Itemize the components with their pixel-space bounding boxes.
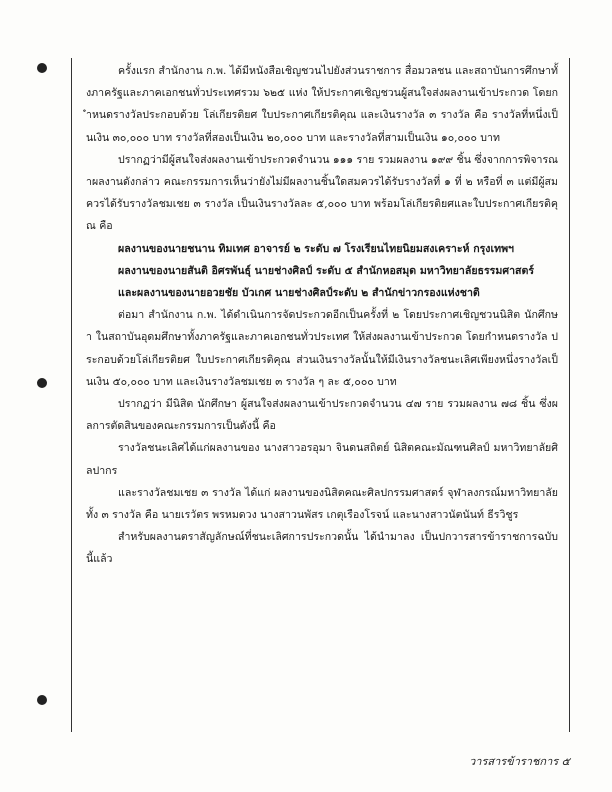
document-body xyxy=(86,60,558,571)
paragraph-closing: สำหรับผลงานตราสัญลักษณ์ที่ชนะเลิศการประกวดนั้น ได้นำมาลง เป็นปกวารสารข้าราชการฉบับนี้แล้ว xyxy=(86,531,558,566)
paragraph-second-results: ปรากฏว่า มีนิสิต นักศึกษา ผู้สนใจส่งผลงานเข้าประกวดจำนวน ๔๗ ราย รวมผลงาน ๗๘ ชิ้น ซึ่งผลการตัดสินของคณะกรรมการเป็นดังนี้ คือ xyxy=(86,398,558,433)
paragraph-second-contest: ต่อมา สำนักงาน ก.พ. ได้ดำเนินการจัดประกวดอีกเป็นครั้งที่ ๒ โดยประกาศเชิญชวนนิสิต นักศึกษา ในสถาบันอุดมศึกษาทั้งภาครัฐและภาคเอกชนทั่วประเทศ ให้ส่งผลงานเข้าประกวด โดยกำหนดรางวัล ประกอบด้วยโล่เกียรติยศ ใบประกาศเกียรติคุณ ส่วนเงินรางวัลนั้นให้มีเงินรางวัลชนะเลิศเพียงหนึ่งรางวัลเป็นเงิน ๕๐,๐๐๐ บาท และเงินรางวัลชมเชย ๓ รางวัล ๆ ละ ๕,๐๐๐ บาท xyxy=(86,309,558,388)
paragraph-winner-1: ผลงานของนายชนาน ทิมเทศ อาจารย์ ๒ ระดับ ๗ โรงเรียนไทยนิยมสงเคราะห์ กรุงเทพฯ xyxy=(118,242,515,255)
binder-hole-top xyxy=(37,63,47,73)
binder-hole-middle xyxy=(37,378,47,388)
paragraph-first-results: ปรากฏว่ามีผู้สนใจส่งผลงานเข้าประกวดจำนวน ๑๑๑ ราย รวมผลงาน ๑๙๙ ชิ้น ซึ่งจากการพิจารณาผลงานดังกล่าว คณะกรรมการเห็นว่ายังไม่มีผลงานชิ้นใดสมควรได้รับรางวัลที่ ๑ ที่ ๒ หรือที่ ๓ แต่มีผู้สมควรได้รับรางวัลชมเชย ๓ รางวัล เป็นเงินรางวัลละ ๕,๐๐๐ บาท พร้อมโล่เกียรติยศและใบประกาศเกียรติคุณ คือ xyxy=(86,153,558,233)
paragraph-winner-2: ผลงานของนายสันติ อิศรพันธุ์ นายช่างศิลป์ ระดับ ๕ สำนักหอสมุด มหาวิทยาลัยธรรมศาสตร์ xyxy=(118,264,535,277)
page-footer: วารสารข้าราชการ ๕ xyxy=(469,755,570,768)
paragraph-honorable-mentions: และรางวัลชมเชย ๓ รางวัล ได้แก่ ผลงานของนิสิตคณะศิลปกรรมศาสตร์ จุฬาลงกรณ์มหาวิทยาลัย ทั้ง ๓ รางวัล คือ นายเรวัตร พรหมดวง นางสาวนพัสร เกตุเรืองโรจน์ และนางสาวนัตนันท์ ธีรวิชูร xyxy=(86,486,558,522)
paragraph-first-contest: ครั้งแรก สำนักงาน ก.พ. ได้มีหนังสือเชิญชวนไปยังส่วนราชการ สื่อมวลชน และสถาบันการศึกษาทั้งภาครัฐและภาคเอกชนทั่วประเทศรวม ๖๒๕ แห่ง ให้ประกาศเชิญชวนผู้สนใจส่งผลงานเข้าประกวด โดยกำหนดรางวัลประกอบด้วย โล่เกียรติยศ ใบประกาศเกียรติคุณ และเงินรางวัล ๓ รางวัล คือ รางวัลที่หนึ่งเป็นเงิน ๓๐,๐๐๐ บาท รางวัลที่สองเป็นเงิน ๒๐,๐๐๐ บาท และรางวัลที่สามเป็นเงิน ๑๐,๐๐๐ บาท xyxy=(86,65,558,144)
paragraph-winner-3: และผลงานของนายอวยชัย บัวเกศ นายช่างศิลป์ระดับ ๒ สำนักข่าวกรองแห่งชาติ xyxy=(118,287,480,300)
binder-hole-bottom xyxy=(37,695,47,705)
paragraph-grand-prize: รางวัลชนะเลิศได้แก่ผลงานของ นางสาวอรอุมา จินดนสถิตย์ นิสิตคณะมัณฑนศิลป์ มหาวิทยาลัยศิลปากร xyxy=(86,442,558,477)
